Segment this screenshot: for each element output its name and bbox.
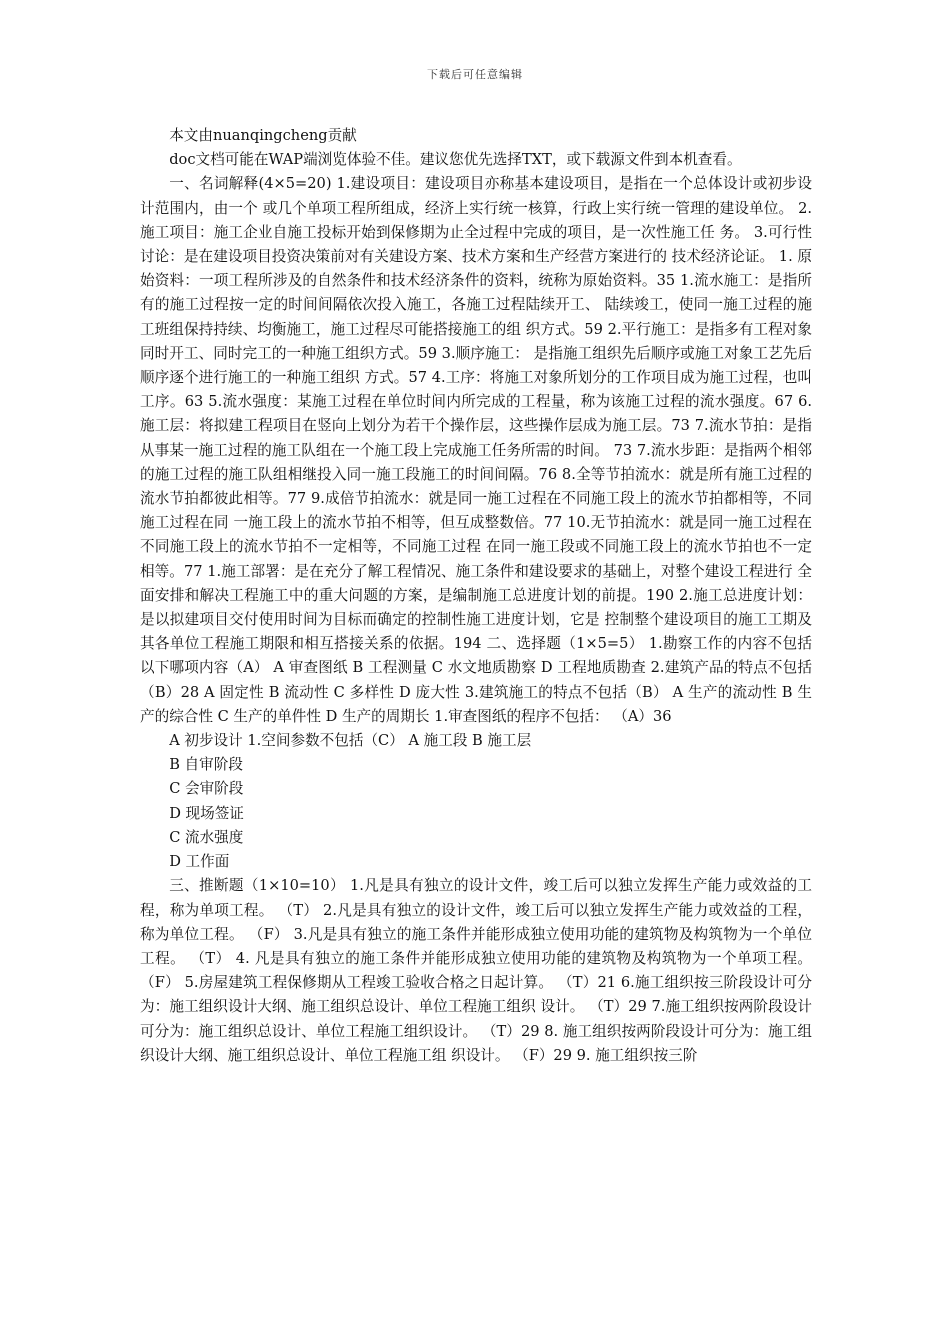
section-definitions: 一、名词解释(4×5=20) 1.建设项目：建设项目亦称基本建设项目，是指在一个总体设计或初步设计范围内，由一个 或几个单项工程所组成，经济上实行统一核算，行政上实行统一管理的建设单位。 2.施工项目：施工企业自施工投标开始到保修期为止全过程中完成的项目，是一次性施工任 务。 3.可行性讨论：是在建设项目投资决策前对有关建设方案、技术方案和生产经营方案进行的 技术经济论证。 1. 原始资料：一项工程所涉及的自然条件和技术经济条件的资料，统称为原始资料。35 1.流水施工：是指所有的施工过程按一定的时间间隔依次投入施工，各施工过程陆续开工、 陆续竣工，使同一施工过程的施工班组保持持续、均衡施工，施工过程尽可能搭接施工的组 织方式。59 2.平行施工：是指多有工程对象同时开工、同时完工的一种施工组织方式。59 3.顺序施工： 是指施工组织先后顺序或施工对象工艺先后顺序逐个进行施工的一种施工组织 方式。57 4.工序：将施工对象所划分的工作项目成为施工过程，也叫工序。63 5.流水强度：某施工过程在单位时间内所完成的工程量，称为该施工过程的流水强度。67 6.施工层：将拟建工程项目在竖向上划分为若干个操作层，这些操作层成为施工层。73 7.流水节拍：是指从事某一施工过程的施工队组在一个施工段上完成施工任务所需的时间。 73 7.流水步距：是指两个相邻的施工过程的施工队组相继投入同一施工段施工的时间间隔。76 8.全等节拍流水：就是所有施工过程的流水节拍都彼此相等。77 9.成倍节拍流水：就是同一施工过程在不同施工段上的流水节拍都相等，不同施工过程在同 一施工段上的流水节拍不相等，但互成整数倍。77 10.无节拍流水：就是同一施工过程在不同施工段上的流水节拍不一定相等，不同施工过程 在同一施工段或不同施工段上的流水节拍也不一定相等。77 1.施工部署：是在充分了解工程情况、施工条件和建设要求的基础上，对整个建设工程进行 全面安排和解决工程施工中的重大问题的方案，是编制施工总进度计划的前提。190 2.施工总进度计划：是以拟建项目交付使用时间为目标而确定的控制性施工进度计划，它是 控制整个建设项目的施工工期及其各单位工程施工期限和相互搭接关系的依据。194 二、选择题（1×5=5） 1.勘察工作的内容不包括以下哪项内容（A） A 审查图纸 B 工程测量 C 水文地质勘察 D 工程地质勘查 2.建筑产品的特点不包括（B）28 A 固定性 B 流动性 C 多样性 D 庞大性 3.建筑施工的特点不包括（B） A 生产的流动性 B 生产的综合性 C 生产的单件性 D 生产的周期长 1.审查图纸的程序不包括： （A）36 bbox=[140, 175, 812, 725]
list-item: C 会审阶段 bbox=[169, 780, 244, 798]
list-item: A 初步设计 1.空间参数不包括（C） A 施工段 B 施工层 bbox=[169, 732, 532, 750]
list-item: D 工作面 bbox=[169, 853, 230, 871]
intro-line-author: 本文由nuanqingcheng贡献 bbox=[169, 127, 357, 144]
list-item: B 自审阶段 bbox=[169, 756, 243, 774]
list-item: C 流水强度 bbox=[169, 828, 244, 846]
page-header: 下载后可任意编辑 bbox=[427, 68, 523, 81]
section-true-false: 三、推断题（1×10=10） 1.凡是具有独立的设计文件，竣工后可以独立发挥生产能力或效益的工程，称为单项工程。 （T） 2.凡是具有独立的设计文件，竣工后可以独立发挥生产能力或效益的工程，称为单位工程。 （F） 3.凡是具有独立的施工条件并能形成独立使用功能的建筑物及构筑物为一个单位工程。 （T） 4. 凡是具有独立的施工条件并能形成独立使用功能的建筑物及构筑物为一个单项工程。 （F） 5.房屋建筑工程保修期从工程竣工验收合格之日起计算。 （T）21 6.施工组织按三阶段设计可分为：施工组织设计大纲、施工组织总设计、单位工程施工组织 设计。 （T）29 7.施工组织按两阶段设计可分为：施工组织总设计、单位工程施工组织设计。 （T）29 8. 施工组织按两阶段设计可分为：施工组织设计大纲、施工组织总设计、单位工程施工组 织设计。 （F）29 9. 施工组织按三阶 bbox=[140, 877, 812, 1064]
intro-line-notice: doc文档可能在WAP端浏览体验不佳。建议您优先选择TXT，或下载源文件到本机查看。 bbox=[169, 151, 742, 169]
list-item: D 现场签证 bbox=[169, 804, 244, 822]
document-body bbox=[140, 124, 812, 1068]
